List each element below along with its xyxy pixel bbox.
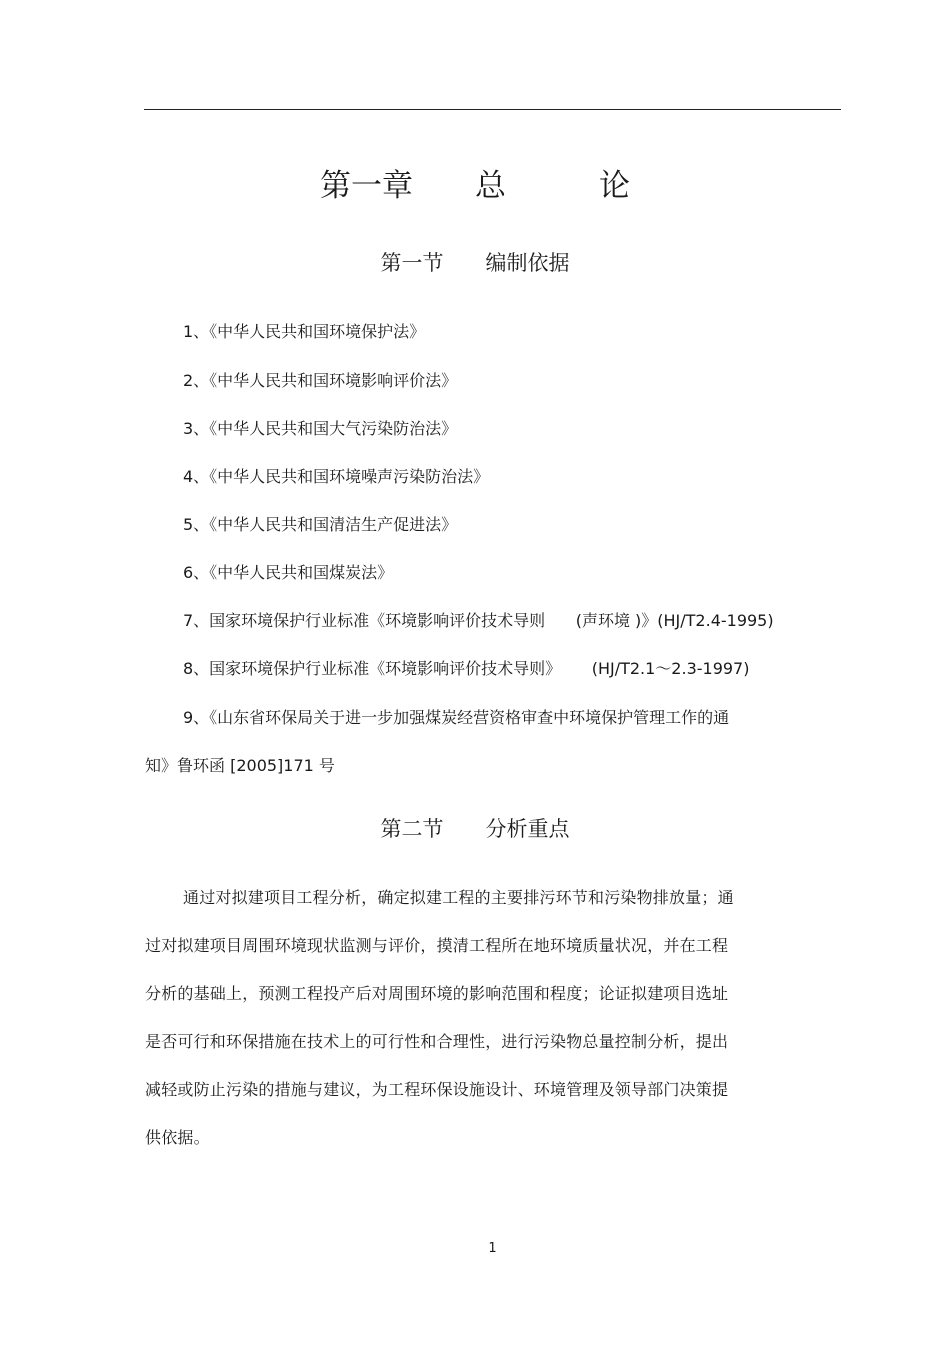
section-title-basis: 第一节 编制依据 (380, 251, 570, 275)
reference-item: 9、《山东省环保局关于进一步加强煤炭经营资格审查中环境保护管理工作的通 (183, 708, 730, 727)
section-title-analysis: 第二节 分析重点 (380, 817, 570, 841)
paragraph-line: 供依据。 (145, 1128, 210, 1147)
reference-item: 5、《中华人民共和国清洁生产促进法》 (183, 515, 458, 534)
paragraph-line: 分析的基础上，预测工程投产后对周围环境的影响范围和程度；论证拟建项目选址 (145, 984, 729, 1003)
reference-item: 4、《中华人民共和国环境噪声污染防治法》 (183, 467, 490, 486)
reference-item-continuation: 知》鲁环函 [2005]171 号 (145, 756, 335, 775)
paragraph-line: 通过对拟建项目工程分析，确定拟建工程的主要排污环节和污染物排放量；通 (183, 888, 734, 907)
paragraph-line: 减轻或防止污染的措施与建议，为工程环保设施设计、环境管理及领导部门决策提 (145, 1080, 729, 1099)
chapter-title: 第一章 总 论 (320, 168, 630, 204)
reference-item: 2、《中华人民共和国环境影响评价法》 (183, 371, 458, 390)
header-rule (144, 109, 841, 110)
reference-item: 7、国家环境保护行业标准《环境影响评价技术导则 (声环境 )》(HJ/T2.4-1995) (183, 611, 774, 630)
reference-item: 1、《中华人民共和国环境保护法》 (183, 322, 426, 341)
paragraph-line: 是否可行和环保措施在技术上的可行性和合理性，进行污染物总量控制分析，提出 (145, 1032, 729, 1051)
reference-item: 6、《中华人民共和国煤炭法》 (183, 563, 394, 582)
reference-item: 3、《中华人民共和国大气污染防治法》 (183, 419, 458, 438)
paragraph-line: 过对拟建项目周围环境现状监测与评价，摸清工程所在地环境质量状况，并在工程 (145, 936, 729, 955)
reference-item: 8、国家环境保护行业标准《环境影响评价技术导则》 (HJ/T2.1～2.3-1997) (183, 659, 750, 678)
page-number: 1 (488, 1241, 497, 1256)
